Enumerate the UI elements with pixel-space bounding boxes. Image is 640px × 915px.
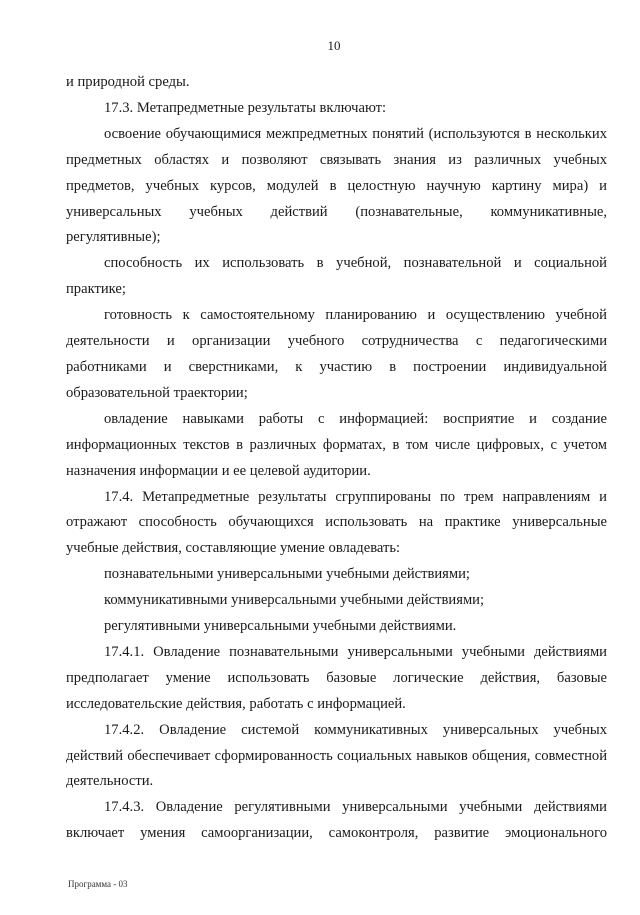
list-item-cognitive: познавательными универсальными учебными действиями; [104,566,470,583]
page-number: 10 [327,38,341,53]
paragraph-ability-to-use: способность их использовать в учебной, познавательной и социальной практике; [66,255,607,298]
paragraph-17-3-heading: 17.3. Метапредметные результаты включают: [104,99,387,116]
list-item-regulatory: регулятивными универсальными учебными действиями. [104,618,457,635]
footer-label: Программа - 03 [68,879,128,889]
paragraph-information-skills: овладение навыками работы с информацией: восприятие и создание информационных текстов в различных форматах, в том числе цифровых, с учетом назначения информации и ее целевой аудитории. [66,410,607,479]
document-body [66,70,607,847]
paragraph-17-4-2: 17.4.2. Овладение системой коммуникативных универсальных учебных действий обеспечивает сформированность социальных навыков общения, совместной деятельности. [66,721,607,790]
paragraph-continuation: и природной среды. [66,74,190,90]
paragraph-readiness-planning: готовность к самостоятельному планированию и осуществлению учебной деятельности и организации учебного сотрудничества с педагогическими работниками и сверстниками, к участию в построении индивидуальной образовательной траектории; [66,307,607,401]
list-item-communicative: коммуникативными универсальными учебными действиями; [104,592,485,609]
paragraph-17-4-1: 17.4.1. Овладение познавательными универсальными учебными действиями предполагает умение использовать базовые логические действия, базовые исследовательские действия, работать с информацией. [66,643,607,712]
paragraph-17-4: 17.4. Метапредметные результаты сгруппированы по трем направлениям и отражают способность обучающихся использовать на практике универсальные учебные действия, составляющие умение овладевать: [66,488,607,557]
paragraph-17-4-3: 17.4.3. Овладение регулятивными универсальными учебными действиями включает умения самоорганизации, самоконтроля, развитие эмоционального [66,799,607,842]
paragraph-mastering-concepts: освоение обучающимися межпредметных понятий (используются в нескольких предметных областях и позволяют связывать знания из различных учебных предметов, учебных курсов, модулей в целостную научную картину мира) и универсальных учебных действий (познавательные, коммуникативные, регулятивные); [66,125,607,246]
